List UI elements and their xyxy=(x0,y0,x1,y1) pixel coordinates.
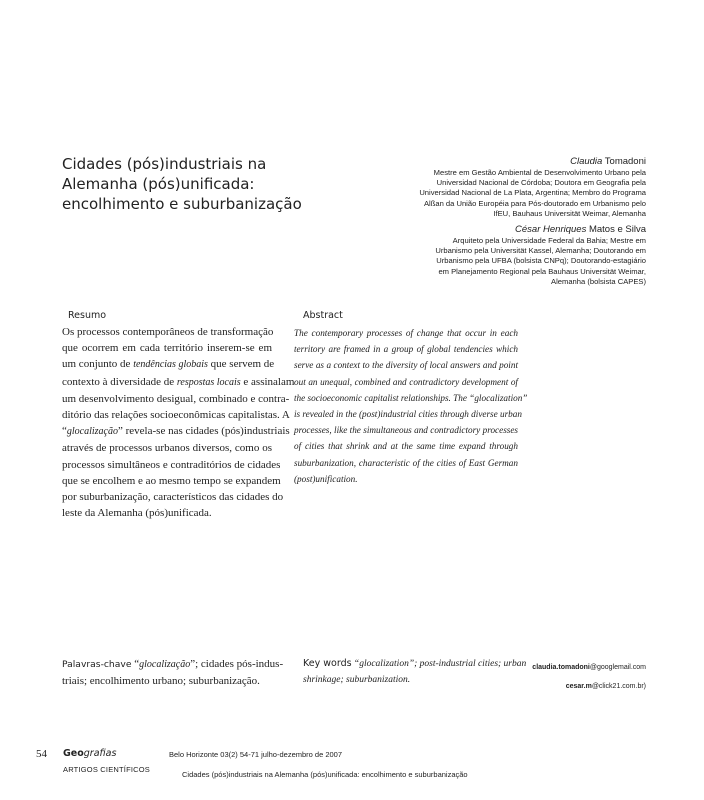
keywords-label: Key words xyxy=(303,658,352,669)
author-name: César Henriques Matos e Silva xyxy=(515,224,646,235)
text-line: que ocorrem em cada território inserem-se em xyxy=(62,342,272,355)
author-bio-line: Mestre em Gestão Ambiental de Desenvolvimento Urbano pela xyxy=(433,168,646,177)
author-bio-line: Arquiteto pela Universidade Federal da Bahia; Mestre em xyxy=(452,236,646,245)
text-line: Palavras-chave “glocalização”; cidades pós-indus- xyxy=(62,658,284,670)
author-block-tomadoni xyxy=(346,156,646,219)
text-line: ditório das relações socioeconômicas capitalistas. A xyxy=(62,409,290,422)
keywords-label: Palavras-chave xyxy=(62,659,132,670)
title-line: Alemanha (pós)unificada: xyxy=(62,175,255,193)
text-line: leste da Alemanha (pós)unificada. xyxy=(62,507,212,520)
email-tomadoni[interactable]: claudia.tomadoni@googlemail.com xyxy=(532,664,646,671)
title-line: encolhimento e suburbanização xyxy=(62,195,302,213)
text-line: “glocalização” revela-se nas cidades (pós)industriais xyxy=(62,425,290,438)
author-block-matos-e-silva xyxy=(346,224,646,287)
article-title xyxy=(62,154,332,214)
author-bio-line: Universidad Nacional de Córdoba; Doutora em Geografia pela xyxy=(436,178,646,188)
email-matos[interactable]: cesar.m@click21.com.br) xyxy=(565,683,646,690)
journal-logo: Geografias xyxy=(63,748,117,759)
resumo-heading: Resumo xyxy=(68,310,107,321)
text-line: (post)unification. xyxy=(294,473,358,484)
title-line: Cidades (pós)industriais na xyxy=(62,155,267,173)
abstract-body xyxy=(294,325,528,487)
text-line: triais; encolhimento urbano; suburbanização. xyxy=(62,675,260,687)
author-bio-line: Alemanha (bolsista CAPES) xyxy=(551,276,646,286)
text-line: is revealed in the (post)industrial cities through diverse urban xyxy=(294,409,522,420)
section-label: ARTIGOS CIENTÍFICOS xyxy=(63,765,151,774)
text-line: out an unequal, combined and contradictory development of xyxy=(294,376,518,387)
text-line: suburbanization, characteristic of the cities of East German xyxy=(294,457,518,468)
text-line: um desenvolvimento desigual, combinado e contra- xyxy=(62,392,290,405)
text-line: Os processos contemporâneos de transformação xyxy=(62,326,274,338)
text-line: contexto à diversidade de respostas locais e assinalam xyxy=(62,375,295,388)
text-line: territory are framed in a group of global tendencies which xyxy=(294,344,518,355)
author-bio-line: Alßan da União Européia para Pós-doutorado em Urbanismo pelo xyxy=(423,198,646,208)
issue-info: Belo Horizonte 03(2) 54-71 julho-dezembro de 2007 xyxy=(169,750,343,759)
text-line: serve as a context to the diversity of local answers and point xyxy=(294,360,518,371)
author-bio-line: em Planejamento Regional pela Bauhaus Universität Weimar, xyxy=(438,266,646,276)
keywords-pt xyxy=(62,656,284,689)
abstract-heading: Abstract xyxy=(303,310,343,321)
author-bio-line: Universidad Nacional de La Plata, Argentina; Membro do Programa xyxy=(419,188,646,198)
resumo-body xyxy=(62,324,295,521)
text-line: the socioeconomic capitalist relationships. The “glocalization” xyxy=(294,392,528,403)
text-line: of cities that shrink and at the same time expand through xyxy=(294,441,518,452)
text-line: um conjunto de tendências globais que servem de xyxy=(62,358,275,371)
text-line: Key words “glocalization”; post-industrial cities; urban xyxy=(303,658,527,669)
text-line: por suburbanização, característicos das cidades do xyxy=(62,491,284,504)
author-bio-line: IfEU, Bauhaus Universität Weimar, Alemanha xyxy=(493,208,646,218)
page-number: 54 xyxy=(36,748,47,760)
running-title: Cidades (pós)industriais na Alemanha (pós)unificada: encolhimento e suburbanização xyxy=(182,770,468,779)
text-line: processes, like the simultaneous and contradictory processes xyxy=(294,425,518,436)
author-bio-line: Urbanismo pela Universität Kassel, Alemanha; Doutorando em xyxy=(435,246,646,256)
text-line: shrinkage; suburbanization. xyxy=(303,675,411,685)
author-bio-line: Urbanismo pela UFBA (bolsista CNPq); Doutorando-estagiário xyxy=(436,256,646,266)
author-name: Claudia Tomadoni xyxy=(570,156,646,167)
text-line: The contemporary processes of change that occur in each xyxy=(294,328,518,338)
text-line: que se encolhem e ao mesmo tempo se expandem xyxy=(62,474,281,487)
keywords-en xyxy=(303,656,527,688)
text-line: processos simultâneos e contraditórios de cidades xyxy=(62,458,281,471)
text-line: através de processos urbanos diversos, como os xyxy=(62,442,272,455)
